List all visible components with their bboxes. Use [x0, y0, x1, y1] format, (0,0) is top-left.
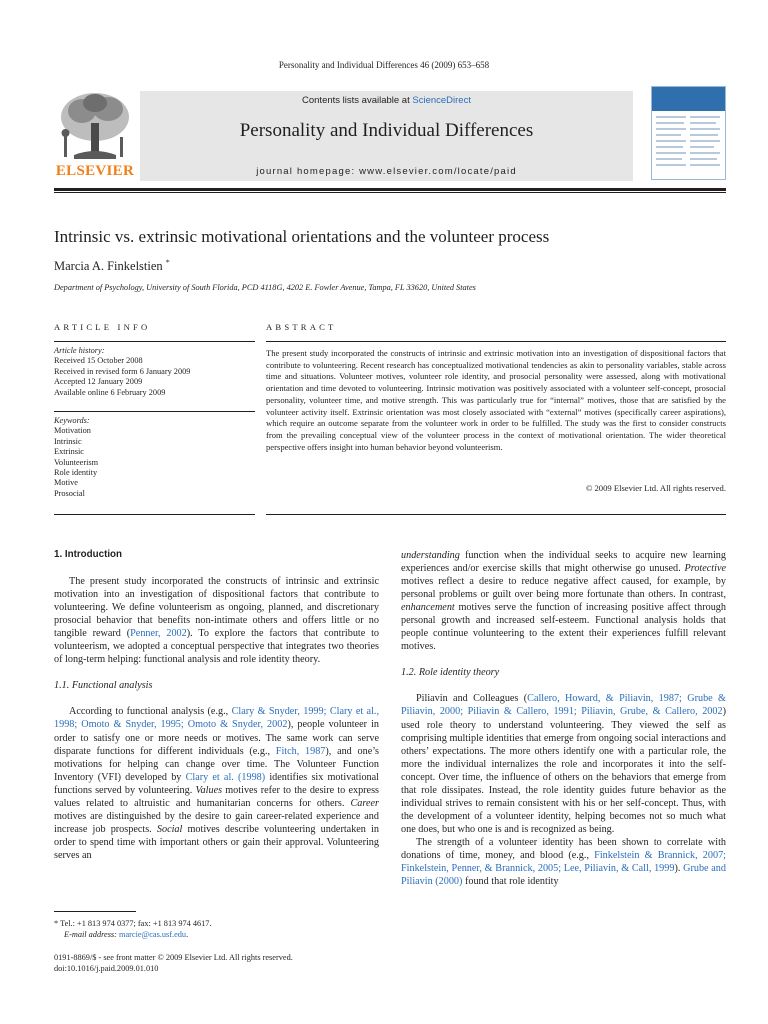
emphasis-term: Career	[350, 797, 379, 809]
footnote-email-line	[54, 929, 379, 940]
keywords-list	[54, 416, 255, 499]
body-paragraph	[401, 549, 726, 653]
citation-link[interactable]: Clary & Snyder, 1999; Clary et al., 1998; Omoto & Snyder, 1995; Omoto & Snyder, 2002	[54, 706, 379, 731]
history-item: Received in revised form 6 January 2009	[54, 366, 191, 376]
keyword: Intrinsic	[54, 436, 82, 446]
elsevier-wordmark: ELSEVIER	[55, 163, 135, 179]
keyword: Role identity	[54, 468, 98, 478]
keyword: Prosocial	[54, 488, 85, 498]
text-run: motives serve the function of increasing positive affect through personal growth and increased self-esteem. Functional analysis holds that people continue volunteering to the extent their experiences fulfill relevant motives.	[401, 602, 726, 653]
emphasis-term: Social	[156, 823, 183, 835]
footnote-phone: Tel.: +1 813 974 0377; fax: +1 813 974 4617.	[58, 919, 212, 928]
citation-link[interactable]: Clary et al. (1998)	[185, 771, 266, 783]
journal-title: Personality and Individual Differences	[239, 120, 534, 141]
text-run: The present study incorporated the constructs of intrinsic and extrinsic motivation into an investigation of dispositional factors that contribute to volunteering. We define volunteerism as ongoing, planned, and discretionary prosocial behavior that benefits non-intimate others and offers little or no tangible reward (	[54, 576, 379, 640]
footnote-rule	[54, 911, 136, 912]
doi-link[interactable]: doi:10.1016/j.paid.2009.01.010	[54, 964, 159, 973]
author-line	[54, 258, 170, 274]
emphasis-term: enhancement	[401, 602, 455, 614]
text-run: .	[186, 930, 189, 939]
emphasis-term: understanding	[401, 550, 460, 561]
body-paragraph	[401, 836, 726, 888]
author-footnote-mark[interactable]: *	[165, 258, 170, 267]
body-column-left	[54, 548, 379, 862]
body-paragraph	[54, 575, 379, 666]
text-run: found that role identity	[462, 876, 559, 888]
article-history	[54, 346, 255, 398]
front-matter	[54, 952, 379, 974]
article-info-rule-bottom	[54, 514, 255, 515]
journal-cover-band	[652, 87, 725, 111]
keyword: Motivation	[54, 426, 91, 436]
abstract-text: The present study incorporated the constructs of intrinsic and extrinsic motivation into an investigation of dispositional factors that contribute to volunteering. Recent research has conceptualized motivational tendencies as akin to personality variables, stable across time and situations. Volunteer motives, volunteer role identity, and prosocial personality were assessed, along with motivational orientation and time devoted to volunteering. Intrinsic motivation was positively associated with a volunteer self-concept, prosocial personality, volunteer time, and motive strength. This was particularly true for “internal” motives, those that are satisfied by the volunteer activity itself. Extrinsic orientation was most closely associated with “external” motives (specifically career aspirations), which require an outcome separate from the volunteer work in order to be fulfilled. The study was the first to consider constructs from the prevailing conceptual view of the volunteer process in the context of motivational orientation. The wider theoretical perspective offers insight into human behavior beyond volunteerism.	[266, 348, 726, 452]
text-run: identifies six motivational functions served by volunteering.	[54, 771, 380, 796]
subsection-heading-functional-analysis: 1.1. Functional analysis	[54, 680, 153, 692]
abstract-heading: ABSTRACT	[266, 322, 337, 332]
footnote-mark: *	[54, 919, 59, 928]
text-run: According to functional analysis (e.g.,	[69, 706, 232, 718]
abstract-rule-top	[266, 341, 726, 342]
contents-line	[140, 95, 633, 106]
citation-link[interactable]: Grube and Piliavin (2000)	[401, 863, 726, 888]
emphasis-term: Values	[195, 784, 223, 796]
journal-homepage-link[interactable]: journal homepage: www.elsevier.com/locate/paid	[256, 166, 517, 177]
author-affiliation: Department of Psychology, University of South Florida, PCD 4118G, 4202 E. Fowler Avenue, Tampa, FL 33620, United States	[54, 283, 476, 292]
keyword: Extrinsic	[54, 447, 84, 457]
text-run: motives refer to the desire to express values related to altruistic and humanitarian concerns for others.	[54, 784, 380, 809]
abstract-rule-bottom	[266, 514, 726, 515]
text-run: motives describe volunteering undertaken in order to spend time with important others or gain their approval. Volunteering serves an	[54, 823, 379, 861]
article-info-rule-middle	[54, 411, 255, 412]
body-paragraph	[401, 692, 726, 836]
author-name: Marcia A. Finkelstien	[54, 259, 163, 274]
text-run: motives reflect a desire to reduce negative affect caused, for example, by personal problems or guilt over being more fortunate than others. In contrast,	[401, 576, 726, 601]
emphasis-term: Protective	[684, 563, 726, 575]
header-rule-thick	[54, 188, 726, 191]
text-run: ).	[674, 863, 684, 875]
text-run: The strength of a volunteer identity has been shown to correlate with donations of time, money, and blood (e.g.,	[401, 836, 726, 861]
history-item: Accepted 12 January 2009	[54, 377, 143, 387]
keyword: Volunteerism	[54, 457, 99, 467]
header-rule-thin	[54, 192, 726, 193]
author-footnote	[54, 918, 379, 940]
text-run: ), people volunteer in order to satisfy one or more needs or motives. The same work can serve disparate functions for different individuals (e.g.,	[54, 719, 380, 757]
text-run: Piliavin and Colleagues (	[416, 693, 528, 705]
citation-link[interactable]: Finkelstein & Brannick, 2007; Finkelstein, Penner, & Brannick, 2005; Lee, Piliavin, & Call, 1999	[401, 849, 726, 875]
history-label: Article history:	[54, 346, 105, 355]
article-info-heading: ARTICLE INFO	[54, 322, 151, 332]
issn-line: 0191-8869/$ - see front matter © 2009 Elsevier Ltd. All rights reserved.	[54, 953, 293, 962]
citation-link[interactable]: Fitch, 1987	[275, 745, 326, 757]
keyword: Motive	[54, 478, 78, 488]
email-link[interactable]: marcie@cas.usf.edu	[119, 930, 187, 939]
section-heading-introduction: 1. Introduction	[54, 549, 123, 560]
article-title: Intrinsic vs. extrinsic motivational orientations and the volunteer process	[54, 227, 550, 246]
body-paragraph	[54, 705, 379, 862]
journal-cover-lines-icon	[656, 116, 721, 174]
history-item: Available online 6 February 2009	[54, 387, 166, 397]
citation-link[interactable]: Callero, Howard, & Piliavin, 1987; Grube & Piliavin, 2000; Piliavin & Callero, 1991; Piliavin, Grube, & Callero, 2002	[401, 693, 726, 718]
footnote-contact	[54, 918, 379, 929]
text-run: ). To explore the factors that contribute to volunteerism, we adopted a conceptual perspective that integrates two theories of long-term helping: functional analysis and role identity theory.	[54, 628, 379, 666]
text-run: ), and one’s motivations for helping can change over time. The Volunteer Function Inventory (VFI) developed by	[54, 745, 380, 783]
article-info-rule-top	[54, 341, 255, 342]
body-column-right	[401, 549, 726, 888]
journal-citation: Personality and Individual Differences 46 (2009) 653–658	[278, 60, 490, 70]
history-item: Received 15 October 2008	[54, 356, 143, 366]
text-run: motives are distinguished by the desire to gain career-related experience and increase job prospects.	[54, 810, 379, 835]
abstract-copyright: © 2009 Elsevier Ltd. All rights reserved.	[585, 483, 726, 493]
text-run: function when the individual seeks to acquire new learning experiences and/or exercise skills that might otherwise go unused.	[401, 550, 726, 575]
text-run: ) used role theory to understand volunteering. They viewed the self as comprising multiple identities that emerge from ongoing social interactions and others’ expectations. The more others identify one with a particular role, the more the individual internalizes the role and incorporates it into the self-concept. Over time, the influence of others on the behaviors that emerge from that role dissipates. Instead, the role identity guides future behavior as the individual strives to remain consistent with his or her self-concept. Thus, with the development of a volunteer identity, helping becomes not so much what one does, but who one is and is recognized as being.	[401, 706, 726, 835]
sciencedirect-link[interactable]: ScienceDirect	[412, 95, 471, 106]
contents-prefix: Contents lists available at	[302, 95, 413, 106]
subsection-heading-role-identity: 1.2. Role identity theory	[401, 667, 500, 679]
keywords-label: Keywords:	[54, 416, 90, 425]
email-label: E-mail address:	[64, 930, 119, 939]
citation-link[interactable]: Penner, 2002	[130, 628, 187, 640]
